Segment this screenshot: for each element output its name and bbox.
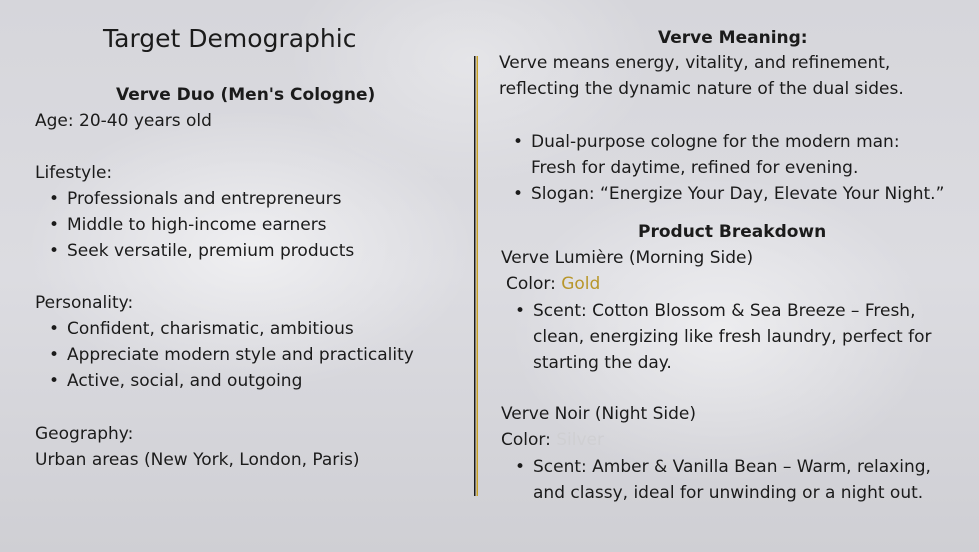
list-item: • Seek versatile, premium products [35, 238, 354, 264]
scent-line: starting the day. [533, 353, 672, 373]
color-value-silver: Silver [556, 430, 604, 450]
breakdown-heading: Product Breakdown [638, 222, 827, 242]
noir-title: Verve Noir (Night Side) [501, 404, 697, 424]
noir-color [501, 427, 604, 453]
scent-line: clean, energizing like fresh laundry, perfect for [533, 327, 932, 347]
scent-line: Scent: Amber & Vanilla Bean – Warm, relaxing, [533, 457, 931, 477]
lifestyle-heading: Lifestyle: [35, 163, 113, 183]
age-text: Age: 20-40 years old [35, 111, 212, 131]
bullet-line: Fresh for daytime, refined for evening. [531, 158, 859, 178]
meaning-heading: Verve Meaning: [658, 28, 808, 48]
list-item: • Active, social, and outgoing [35, 368, 414, 394]
meaning-line: reflecting the dynamic nature of the dual sides. [499, 79, 904, 99]
meaning-line: Verve means energy, vitality, and refinement, [499, 53, 891, 73]
lumiere-scent-list [501, 298, 932, 376]
scent-line: Scent: Cotton Blossom & Sea Breeze – Fresh, [533, 301, 916, 321]
page-title: Target Demographic [103, 24, 357, 53]
list-item [501, 298, 932, 376]
lumiere-title: Verve Lumière (Morning Side) [501, 248, 754, 268]
lifestyle-list [35, 186, 354, 264]
color-label: Color: [501, 430, 557, 450]
scent-line: and classy, ideal for unwinding or a night out. [533, 483, 924, 503]
list-item [499, 129, 944, 181]
personality-list [35, 316, 414, 394]
column-divider [474, 56, 478, 496]
geography-value: Urban areas (New York, London, Paris) [35, 450, 360, 470]
color-value-gold: Gold [561, 274, 601, 294]
list-item: • Middle to high-income earners [35, 212, 354, 238]
noir-scent-list [501, 454, 931, 506]
meaning-bullets [499, 129, 944, 207]
list-item: • Professionals and entrepreneurs [35, 186, 354, 212]
geography-heading: Geography: [35, 424, 134, 444]
list-item: • Appreciate modern style and practicality [35, 342, 414, 368]
product-heading: Verve Duo (Men's Cologne) [116, 85, 376, 105]
bullet-line: Dual-purpose cologne for the modern man: [531, 132, 900, 152]
color-label: Color: [506, 274, 562, 294]
personality-heading: Personality: [35, 293, 134, 313]
list-item [501, 454, 931, 506]
list-item: • Confident, charismatic, ambitious [35, 316, 414, 342]
list-item: • Slogan: “Energize Your Day, Elevate Your Night.” [499, 181, 944, 207]
lumiere-color [506, 271, 600, 297]
